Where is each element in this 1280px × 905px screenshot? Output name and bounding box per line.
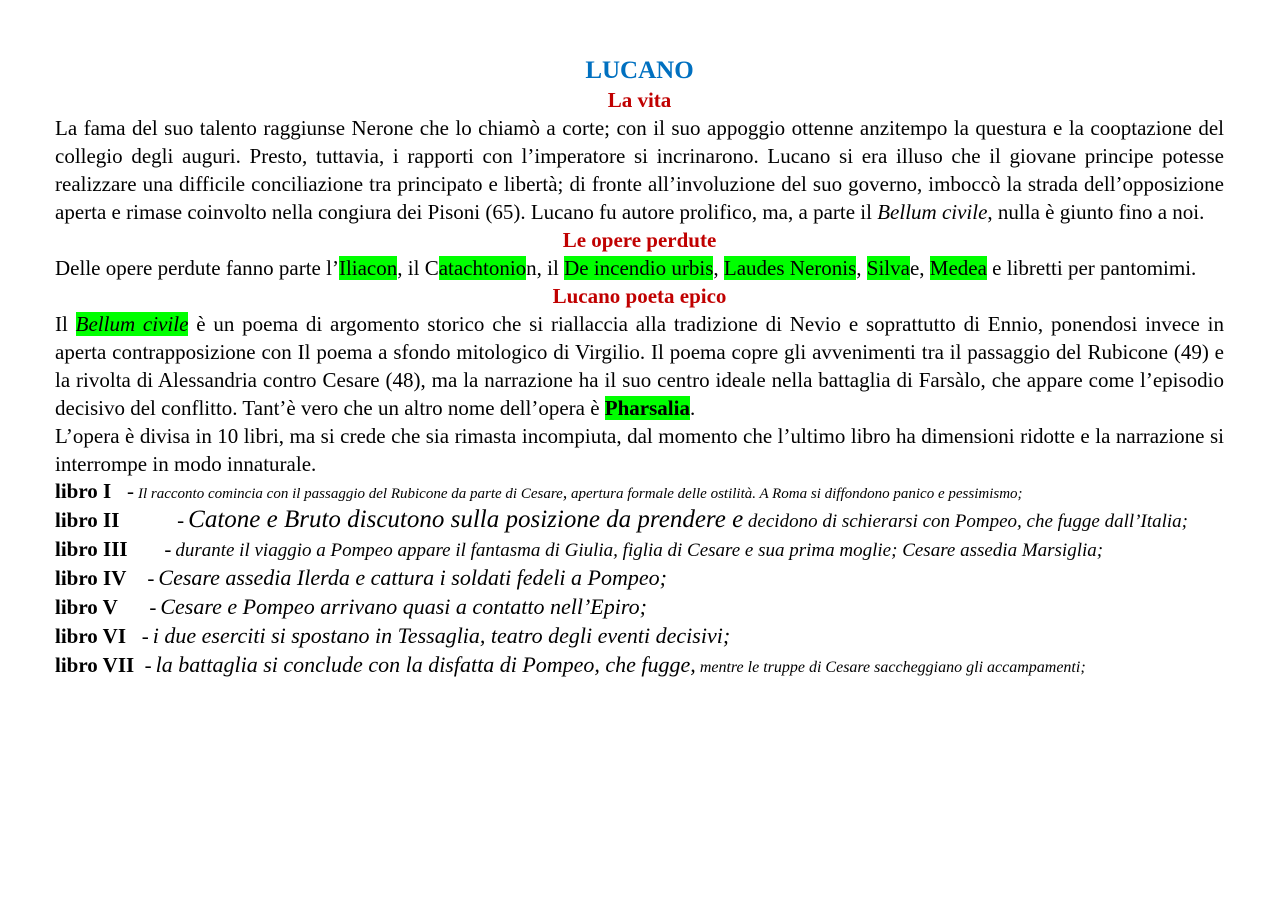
book-description-cont: decidono di schierarsi con Pompeo, che fugge dall’Italia; [743,511,1188,532]
epico-paragraph-1 [55,310,1224,422]
book-label: libro VII [55,653,135,677]
epico-start: Il [55,312,76,336]
separator: , [856,256,867,280]
heading-vita: La vita [607,88,672,112]
work-catachtonion-end: n [526,256,537,280]
work-silvae-end: e [909,256,920,280]
book-dash: - [141,624,149,648]
book-description: i due eserciti si spostano in Tessaglia, teatro degli eventi decisivi; [152,623,731,648]
book-dash [119,508,177,532]
heading-poeta-epico: Lucano poeta epico [552,284,727,308]
book-dash [126,566,147,590]
book-dash [134,653,145,677]
book-description-cont: apertura formale delle ostilità. A Roma si diffondono panico e pessimismo; [567,486,1023,502]
work-catachtonion-start: C [424,256,439,280]
vita-work-title: Bellum civile [877,200,988,224]
book-dash: - [177,508,185,532]
book-description: Cesare assedia Ilerda e cattura i soldati fedeli a Pompeo; [158,565,667,590]
book-dash: - [144,653,152,677]
book-2 [55,507,1224,536]
book-label: libro II [55,508,120,532]
document-page [55,56,1224,681]
work-medea: Medea [929,256,987,280]
book-4 [55,565,1224,594]
vita-paragraph [55,114,1224,226]
epico-paragraph-2: L’opera è divisa in 10 libri, ma si crede che sia rimasta incompiuta, dal momento che l’ultimo libro ha dimensioni ridotte e la narrazione si interrompe in modo innaturale. [55,424,1224,476]
heading-opere-perdute: Le opere perdute [562,228,717,252]
perdute-paragraph [55,254,1224,282]
separator: , il [536,256,565,280]
work-iliacon: Iliacon [338,256,398,280]
book-label: libro I [55,479,112,503]
book-dash: - [147,566,155,590]
book-dash [111,479,127,503]
book-label: libro IV [55,566,127,590]
book-description-cont: mentre le truppe di Cesare saccheggiano gli accampamenti; [695,659,1086,676]
work-laudes-neronis: Laudes Neronis [723,256,857,280]
epico-work-title: Bellum civile [75,312,189,336]
book-1 [55,478,1224,507]
book-description-comma: , [562,482,568,502]
work-de-incendio-urbis: De incendio urbis [564,256,714,280]
book-description: la battaglia si conclude con la disfatta di Pompeo, che fugge, [155,652,696,677]
vita-end: , nulla è giunto fino a noi. [987,200,1205,224]
work-silvae: Silva [866,256,910,280]
book-dash: - [126,479,134,503]
book-7 [55,652,1224,681]
book-description: Cesare e Pompeo arrivano quasi a contatto nell’Epiro; [160,594,647,619]
epico-alt-title: Pharsalia [604,396,690,420]
book-description: Il racconto comincia con il passaggio del Rubicone da parte di Cesare [137,486,563,502]
work-catachtonion-highlight: atachtonio [438,256,527,280]
epico-text: è un poema di argomento storico che si riallaccia alla tradizione di Nevio e soprattutto di Ennio, ponendosi invece in aperta contrapposizione con Il poema a sfondo mitologico di Virgilio. Il poema copre gli avvenimenti tra il passaggio del Rubicone (49) e la rivolta di Alessandria contro Cesare (48), ma la narrazione ha il suo centro ideale nella battaglia di Farsàlo, che appare come l’episodio decisivo del conflitto. Tant’è vero che un altro nome dell’opera è [55,312,1225,420]
book-label: libro VI [55,624,126,648]
book-label: libro V [55,595,118,619]
separator: , [919,256,930,280]
book-description: durante il viaggio a Pompeo appare il fantasma di Giulia, figlia di Cesare e sua prima moglie; Cesare assedia Marsiglia; [175,540,1104,561]
epico-end: . [689,396,696,420]
book-3 [55,536,1224,565]
book-dash [118,595,150,619]
book-dash: - [164,537,172,561]
document-title: LUCANO [585,57,694,84]
book-dash [126,624,142,648]
separator: , [713,256,724,280]
separator: , il [397,256,425,280]
perdute-intro: Delle opere perdute fanno parte l’ [55,256,339,280]
book-5 [55,594,1224,623]
book-dash [128,537,165,561]
book-6 [55,623,1224,652]
vita-text: La fama del suo talento raggiunse Nerone che lo chiamò a corte; con il suo appoggio ottenne anzitempo la questura e la cooptazione del collegio degli auguri. Presto, tuttavia, i rapporti con l’imperatore si incrinarono. Lucano si era illuso che il giovane principe potesse realizzare una difficile conciliazione tra principato e libertà; di fronte all’involuzione del suo governo, imboccò la strada dell’opposizione aperta e rimase coinvolto nella congiura dei Pisoni (65). Lucano fu autore prolifico, ma, a parte il [55,116,1224,224]
book-label: libro III [55,537,128,561]
book-description: Catone e Bruto discutono sulla posizione da prendere e [188,506,744,533]
book-dash: - [149,595,157,619]
perdute-end: e libretti per pantomimi. [986,256,1197,280]
